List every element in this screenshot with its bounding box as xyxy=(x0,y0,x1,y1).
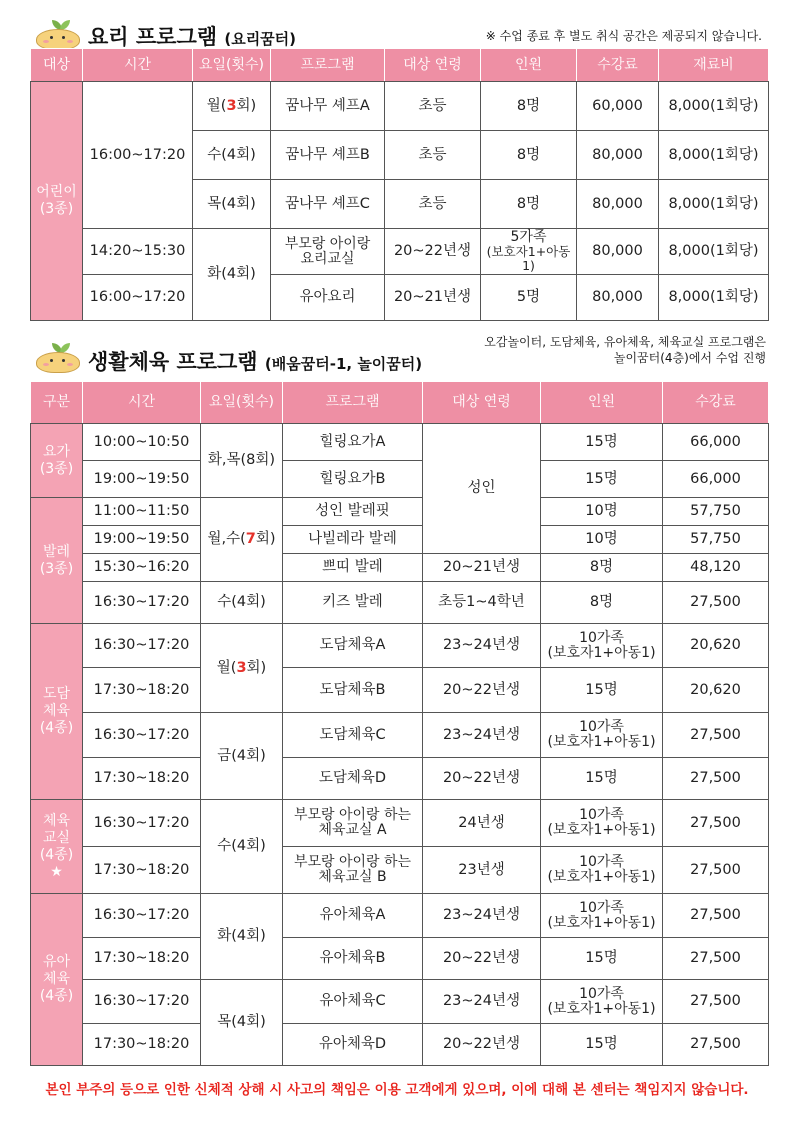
time-cell: 11:00~11:50 xyxy=(83,498,201,526)
fee-cell: 60,000 xyxy=(577,82,659,131)
age-cell: 20~21년생 xyxy=(423,554,541,582)
program-cell: 부모랑 아이랑 하는 체육교실 A xyxy=(283,800,423,847)
fee-cell: 27,500 xyxy=(663,847,769,894)
time-cell: 10:00~10:50 xyxy=(83,424,201,461)
header-cell: 요일(횟수) xyxy=(193,49,271,82)
table-row xyxy=(31,82,769,131)
fee-cell: 27,500 xyxy=(663,582,769,624)
age-cell: 20~22년생 xyxy=(423,938,541,980)
program-cell: 도담체육A xyxy=(283,624,423,668)
days-cell: 목(4회) xyxy=(193,180,271,229)
time-cell: 14:20~15:30 xyxy=(83,229,193,275)
days-cell: 화(4회) xyxy=(193,229,271,321)
program-cell: 도담체육B xyxy=(283,668,423,713)
people-cell: 8명 xyxy=(481,180,577,229)
sports-title: 생활체육 프로그램 (배움꿈터-1, 놀이꿈터) xyxy=(88,350,423,374)
fee-cell: 27,500 xyxy=(663,980,769,1024)
fee-cell: 66,000 xyxy=(663,424,769,461)
time-cell: 16:30~17:20 xyxy=(83,980,201,1024)
category-cell: 요가 (3종) xyxy=(31,424,83,498)
table-row xyxy=(31,894,769,938)
program-cell: 꿈나무 셰프A xyxy=(271,82,385,131)
fee-cell: 20,620 xyxy=(663,668,769,713)
material-cell: 8,000(1회당) xyxy=(659,131,769,180)
cooking-note: ※ 수업 종료 후 별도 취식 공간은 제공되지 않습니다. xyxy=(485,29,762,43)
program-cell: 유아체육C xyxy=(283,980,423,1024)
table-row xyxy=(31,424,769,461)
time-cell: 17:30~18:20 xyxy=(83,847,201,894)
people-cell: 5가족 (보호자1+아동1) xyxy=(481,229,577,275)
age-cell: 초등1~4학년 xyxy=(423,582,541,624)
age-cell: 초등 xyxy=(385,180,481,229)
time-cell: 19:00~19:50 xyxy=(83,461,201,498)
fee-cell: 66,000 xyxy=(663,461,769,498)
age-cell: 초등 xyxy=(385,131,481,180)
people-cell: 10가족 (보호자1+아동1) xyxy=(541,624,663,668)
material-cell: 8,000(1회당) xyxy=(659,229,769,275)
time-cell: 16:30~17:20 xyxy=(83,624,201,668)
header-cell: 대상 연령 xyxy=(385,49,481,82)
category-cell: 도담 체육 (4종) xyxy=(31,624,83,800)
program-cell: 도담체육C xyxy=(283,713,423,758)
time-cell: 16:00~17:20 xyxy=(83,275,193,321)
header-cell: 프로그램 xyxy=(271,49,385,82)
fee-cell: 80,000 xyxy=(577,131,659,180)
fee-cell: 27,500 xyxy=(663,758,769,800)
material-cell: 8,000(1회당) xyxy=(659,180,769,229)
category-cell: 발레 (3종) xyxy=(31,498,83,624)
mascot-icon xyxy=(32,343,84,373)
table-row xyxy=(31,800,769,847)
time-cell: 19:00~19:50 xyxy=(83,526,201,554)
sports-table xyxy=(30,381,769,1066)
table-row xyxy=(31,847,769,894)
table-row xyxy=(31,668,769,713)
header-cell: 대상 연령 xyxy=(423,382,541,424)
table-row xyxy=(31,1024,769,1066)
table-row xyxy=(31,582,769,624)
time-cell: 16:30~17:20 xyxy=(83,582,201,624)
age-cell: 20~22년생 xyxy=(423,1024,541,1066)
fee-cell: 57,750 xyxy=(663,526,769,554)
days-cell: 목(4회) xyxy=(201,980,283,1066)
table-row xyxy=(31,526,769,554)
people-cell: 8명 xyxy=(541,582,663,624)
days-cell: 월(3회) xyxy=(201,624,283,713)
program-cell: 부모랑 아이랑 요리교실 xyxy=(271,229,385,275)
days-cell: 수(4회) xyxy=(201,800,283,894)
cooking-title: 요리 프로그램 (요리꿈터) xyxy=(88,25,297,49)
people-cell: 10가족 (보호자1+아동1) xyxy=(541,894,663,938)
header-cell: 인원 xyxy=(541,382,663,424)
table-row xyxy=(31,980,769,1024)
days-cell: 화(4회) xyxy=(201,894,283,980)
age-cell: 23~24년생 xyxy=(423,980,541,1024)
program-cell: 도담체육D xyxy=(283,758,423,800)
time-cell: 17:30~18:20 xyxy=(83,938,201,980)
people-cell: 15명 xyxy=(541,758,663,800)
age-cell: 20~22년생 xyxy=(385,229,481,275)
table-row xyxy=(31,498,769,526)
age-cell: 20~22년생 xyxy=(423,668,541,713)
age-cell: 23~24년생 xyxy=(423,713,541,758)
table-row xyxy=(31,461,769,498)
program-cell: 유아체육B xyxy=(283,938,423,980)
program-cell: 성인 발레핏 xyxy=(283,498,423,526)
age-cell: 초등 xyxy=(385,82,481,131)
people-cell: 10명 xyxy=(541,498,663,526)
material-cell: 8,000(1회당) xyxy=(659,275,769,321)
sports-note: 오감놀이터, 도담체육, 유아체육, 체육교실 프로그램은 놀이꿈터(4층)에서 수업 진행 xyxy=(484,335,766,365)
header-cell: 시간 xyxy=(83,382,201,424)
disclaimer-footer: 본인 부주의 등으로 인한 신체적 상해 시 사고의 책임은 이용 고객에게 있으며, 이에 대해 본 센터는 책임지지 않습니다. xyxy=(45,1082,749,1098)
age-cell: 20~21년생 xyxy=(385,275,481,321)
age-cell: 20~22년생 xyxy=(423,758,541,800)
age-cell: 23년생 xyxy=(423,847,541,894)
star-icon: ★ xyxy=(50,863,63,880)
table-row xyxy=(31,275,769,321)
fee-cell: 57,750 xyxy=(663,498,769,526)
people-cell: 10명 xyxy=(541,526,663,554)
sports-header-row xyxy=(31,382,769,424)
time-cell: 15:30~16:20 xyxy=(83,554,201,582)
time-cell: 17:30~18:20 xyxy=(83,668,201,713)
program-cell: 힐링요가A xyxy=(283,424,423,461)
people-cell: 8명 xyxy=(481,82,577,131)
fee-cell: 27,500 xyxy=(663,894,769,938)
header-cell: 프로그램 xyxy=(283,382,423,424)
fee-cell: 20,620 xyxy=(663,624,769,668)
cooking-header-row xyxy=(31,49,769,82)
time-cell: 17:30~18:20 xyxy=(83,758,201,800)
header-cell: 수강료 xyxy=(577,49,659,82)
time-cell: 16:30~17:20 xyxy=(83,894,201,938)
program-cell: 쁘띠 발레 xyxy=(283,554,423,582)
table-row xyxy=(31,938,769,980)
people-cell: 10가족 (보호자1+아동1) xyxy=(541,713,663,758)
people-cell: 15명 xyxy=(541,424,663,461)
age-cell: 24년생 xyxy=(423,800,541,847)
header-cell: 시간 xyxy=(83,49,193,82)
program-cell: 부모랑 아이랑 하는 체육교실 B xyxy=(283,847,423,894)
table-row xyxy=(31,229,769,275)
people-cell: 8명 xyxy=(481,131,577,180)
program-cell: 키즈 발레 xyxy=(283,582,423,624)
header-cell: 구분 xyxy=(31,382,83,424)
table-row xyxy=(31,713,769,758)
fee-cell: 27,500 xyxy=(663,800,769,847)
days-cell: 금(4회) xyxy=(201,713,283,800)
people-cell: 10가족 (보호자1+아동1) xyxy=(541,980,663,1024)
people-cell: 10가족 (보호자1+아동1) xyxy=(541,847,663,894)
cooking-table xyxy=(30,48,769,321)
program-cell: 나빌레라 발레 xyxy=(283,526,423,554)
time-cell: 17:30~18:20 xyxy=(83,1024,201,1066)
table-row xyxy=(31,624,769,668)
header-cell: 인원 xyxy=(481,49,577,82)
header-cell: 재료비 xyxy=(659,49,769,82)
program-cell: 유아요리 xyxy=(271,275,385,321)
days-cell: 화,목(8회) xyxy=(201,424,283,498)
mascot-icon xyxy=(32,20,84,50)
program-cell: 꿈나무 셰프B xyxy=(271,131,385,180)
days-cell: 수(4회) xyxy=(193,131,271,180)
days-cell: 월(3회) xyxy=(193,82,271,131)
program-cell: 꿈나무 셰프C xyxy=(271,180,385,229)
category-cell: 어린이 (3종) xyxy=(31,82,83,321)
time-cell: 16:30~17:20 xyxy=(83,800,201,847)
days-cell: 수(4회) xyxy=(201,582,283,624)
fee-cell: 80,000 xyxy=(577,275,659,321)
fee-cell: 27,500 xyxy=(663,1024,769,1066)
people-cell: 5명 xyxy=(481,275,577,321)
table-row xyxy=(31,554,769,582)
fee-cell: 27,500 xyxy=(663,938,769,980)
people-cell: 8명 xyxy=(541,554,663,582)
category-cell: 유아 체육 (4종) xyxy=(31,894,83,1066)
header-cell: 수강료 xyxy=(663,382,769,424)
time-cell: 16:30~17:20 xyxy=(83,713,201,758)
people-cell: 15명 xyxy=(541,938,663,980)
time-cell: 16:00~17:20 xyxy=(83,82,193,229)
header-cell: 요일(횟수) xyxy=(201,382,283,424)
material-cell: 8,000(1회당) xyxy=(659,82,769,131)
people-cell: 15명 xyxy=(541,1024,663,1066)
age-cell: 23~24년생 xyxy=(423,894,541,938)
fee-cell: 27,500 xyxy=(663,713,769,758)
fee-cell: 80,000 xyxy=(577,229,659,275)
category-cell: 체육 교실 (4종) ★ xyxy=(31,800,83,894)
header-cell: 대상 xyxy=(31,49,83,82)
program-cell: 힐링요가B xyxy=(283,461,423,498)
people-cell: 15명 xyxy=(541,668,663,713)
program-cell: 유아체육A xyxy=(283,894,423,938)
age-cell: 23~24년생 xyxy=(423,624,541,668)
fee-cell: 48,120 xyxy=(663,554,769,582)
people-cell: 10가족 (보호자1+아동1) xyxy=(541,800,663,847)
table-row xyxy=(31,758,769,800)
fee-cell: 80,000 xyxy=(577,180,659,229)
people-cell: 15명 xyxy=(541,461,663,498)
days-cell: 월,수(7회) xyxy=(201,498,283,582)
age-cell: 성인 xyxy=(423,424,541,554)
program-cell: 유아체육D xyxy=(283,1024,423,1066)
